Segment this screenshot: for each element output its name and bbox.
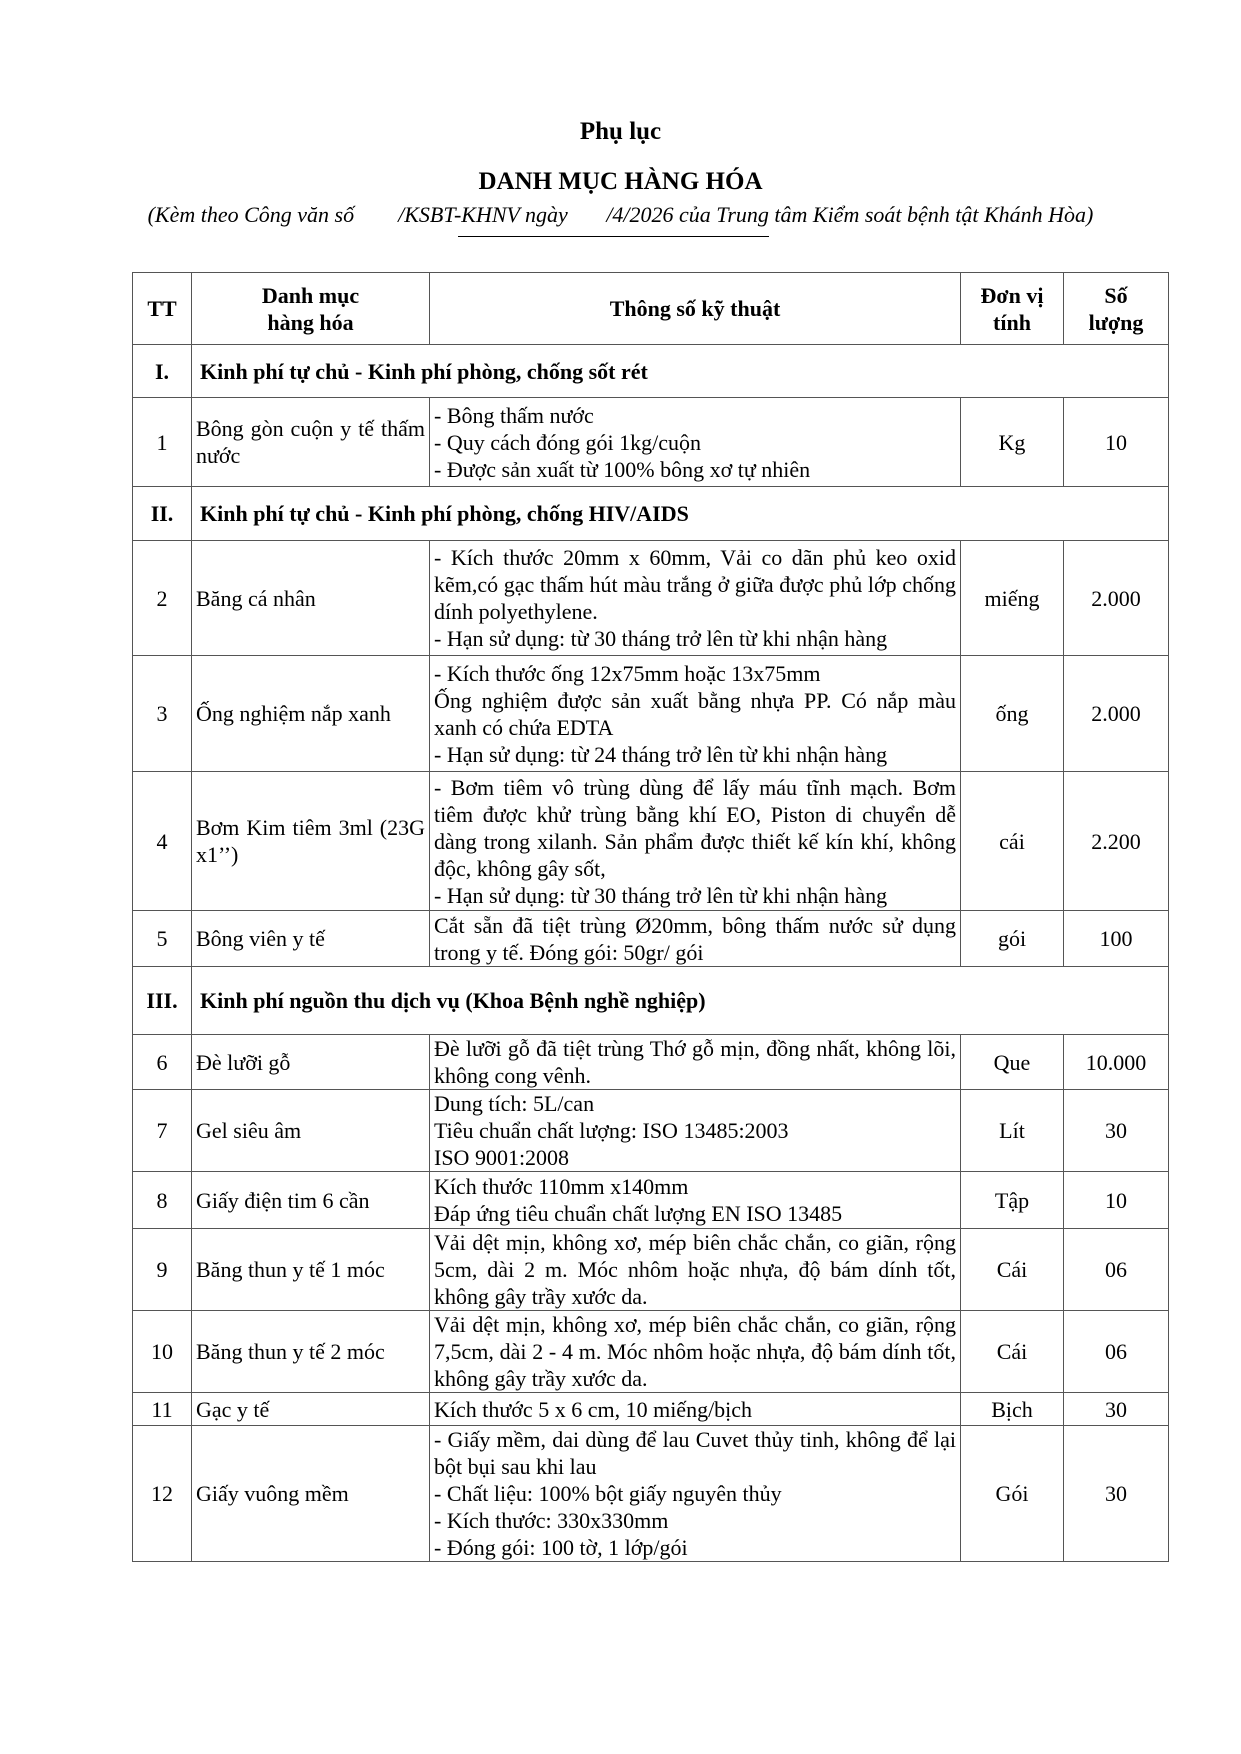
item-spec-cell [430, 772, 961, 911]
item-name: Bông viên y tế [196, 926, 325, 951]
item-name: Bơm Kim tiêm 3ml (23G x1’’) [196, 815, 425, 867]
item-name: Đè lưỡi gỗ [196, 1049, 291, 1075]
section-row [133, 967, 1169, 1035]
header-qty [1064, 273, 1169, 345]
item-unit: Bịch [961, 1393, 1064, 1426]
item-name-cell [192, 1090, 430, 1172]
item-spec-line: - Bơm tiêm vô trùng dùng để lấy máu tĩnh mạch. Bơm tiêm được khử trùng bằng khí EO, Piston di chuyển dễ dàng trong xilanh. Sản phẩm được thiết kế kín khí, không độc, không gây sốt, [434, 774, 956, 881]
item-unit: Lít [961, 1090, 1064, 1172]
header-name-line2: hàng hóa [267, 309, 354, 335]
item-unit: gói [961, 911, 1064, 967]
section-number: I. [133, 345, 192, 398]
item-spec-line: Đáp ứng tiêu chuẩn chất lượng EN ISO 13485 [434, 1201, 843, 1226]
item-spec-line: Ống nghiệm được sản xuất bằng nhựa PP. Có nắp màu xanh có chứa EDTA [434, 687, 956, 740]
item-spec-line: Kích thước 110mm x140mm [434, 1174, 689, 1199]
item-spec-line: - Bông thấm nước [434, 402, 594, 428]
item-name: Ống nghiệm nắp xanh [196, 701, 391, 726]
item-quantity: 30 [1064, 1393, 1169, 1426]
item-number: 5 [133, 911, 192, 967]
item-spec-line: Kích thước 5 x 6 cm, 10 miếng/bịch [434, 1396, 753, 1422]
item-number: 6 [133, 1035, 192, 1090]
item-name-cell [192, 911, 430, 967]
item-spec-line: - Được sản xuất từ 100% bông xơ tự nhiên [434, 456, 811, 482]
section-number: II. [133, 487, 192, 541]
section-title: Kinh phí tự chủ - Kinh phí phòng, chống HIV/AIDS [192, 487, 1169, 541]
header-tt: TT [133, 273, 192, 345]
item-spec-line: Đè lưỡi gỗ đã tiệt trùng Thớ gỗ mịn, đồng nhất, không lõi, không cong vênh. [434, 1036, 956, 1088]
item-unit: ống [961, 656, 1064, 772]
item-spec-cell [430, 398, 961, 487]
table-row [133, 1172, 1169, 1229]
item-unit: Tập [961, 1172, 1064, 1229]
item-number: 2 [133, 541, 192, 656]
item-name: Giấy điện tim 6 cần [196, 1187, 370, 1213]
item-spec-line: - Hạn sử dụng: từ 30 tháng trở lên từ khi nhận hàng [434, 882, 888, 908]
item-quantity: 10 [1064, 398, 1169, 487]
item-quantity: 30 [1064, 1426, 1169, 1562]
item-number: 7 [133, 1090, 192, 1172]
item-name-cell [192, 772, 430, 911]
item-name-cell [192, 1311, 430, 1393]
item-number: 9 [133, 1229, 192, 1311]
item-spec-line: - Đóng gói: 100 tờ, 1 lớp/gói [434, 1535, 688, 1560]
header-name-line1: Danh mục [261, 282, 360, 308]
item-spec-line: - Kích thước: 330x330mm [434, 1508, 669, 1533]
section-title: Kinh phí tự chủ - Kinh phí phòng, chống sốt rét [192, 345, 1169, 398]
document-title: DANH MỤC HÀNG HÓA [478, 168, 763, 195]
item-number: 1 [133, 398, 192, 487]
item-name-cell [192, 1035, 430, 1090]
header-spec: Thông số kỹ thuật [430, 273, 961, 345]
header-qty-line2: lượng [1088, 309, 1144, 335]
item-spec-line: - Kích thước ống 12x75mm hoặc 13x75mm [434, 660, 821, 686]
item-name: Băng thun y tế 2 móc [196, 1339, 385, 1364]
item-number: 3 [133, 656, 192, 772]
item-spec-line: Dung tích: 5L/can [434, 1091, 595, 1116]
item-quantity: 06 [1064, 1229, 1169, 1311]
item-quantity: 30 [1064, 1090, 1169, 1172]
item-unit: miếng [961, 541, 1064, 656]
item-spec-line: Vải dệt mịn, không xơ, mép biên chắc chắn, co giãn, rộng 5cm, dài 2 m. Móc nhôm hoặc nhựa, độ bám dính tốt, không gây trầy xước da. [434, 1230, 956, 1309]
item-spec-cell [430, 1035, 961, 1090]
item-quantity: 2.200 [1064, 772, 1169, 911]
item-spec-line: Vải dệt mịn, không xơ, mép biên chắc chắn, co giãn, rộng 7,5cm, dài 2 - 4 m. Móc nhôm hoặc nhựa, độ bám dính tốt, không gây trầy xước da. [434, 1312, 956, 1391]
table-row [133, 1035, 1169, 1090]
item-quantity: 10.000 [1064, 1035, 1169, 1090]
item-unit: Kg [961, 398, 1064, 487]
header-unit-line2: tính [993, 309, 1031, 335]
item-unit: Cái [961, 1229, 1064, 1311]
item-spec-line: - Kích thước 20mm x 60mm, Vải co dãn phủ keo oxid kẽm,có gạc thấm hút màu trắng ở giữa được phủ lớp chống dính polyethylene. [434, 545, 956, 624]
item-spec-line: - Chất liệu: 100% bột giấy nguyên thủy [434, 1481, 782, 1506]
item-name: Bông gòn cuộn y tế thấm nước [196, 416, 425, 468]
item-number: 10 [133, 1311, 192, 1393]
item-spec-line: - Hạn sử dụng: từ 30 tháng trở lên từ khi nhận hàng [434, 626, 888, 651]
item-unit: Que [961, 1035, 1064, 1090]
item-spec-cell [430, 541, 961, 656]
goods-table [132, 272, 1169, 1562]
subtitle-underline [458, 236, 769, 237]
item-spec-cell [430, 911, 961, 967]
item-quantity: 2.000 [1064, 656, 1169, 772]
item-name-cell [192, 1393, 430, 1426]
table-row [133, 1393, 1169, 1426]
item-name-cell [192, 1229, 430, 1311]
table-row [133, 656, 1169, 772]
table-row [133, 911, 1169, 967]
item-spec-cell [430, 1172, 961, 1229]
item-name: Giấy vuông mềm [196, 1481, 349, 1506]
item-name: Băng thun y tế 1 móc [196, 1257, 385, 1282]
section-number: III. [133, 967, 192, 1035]
table-row [133, 1426, 1169, 1562]
item-number: 12 [133, 1426, 192, 1562]
item-name-cell [192, 541, 430, 656]
header-unit [961, 273, 1064, 345]
item-spec-line: - Quy cách đóng gói 1kg/cuộn [434, 429, 701, 455]
item-spec-line: - Hạn sử dụng: từ 24 tháng trở lên từ khi nhận hàng [434, 741, 888, 767]
item-name: Băng cá nhân [196, 585, 316, 611]
item-name-cell [192, 656, 430, 772]
item-spec-cell [430, 1229, 961, 1311]
item-unit: cái [961, 772, 1064, 911]
item-name-cell [192, 1426, 430, 1562]
item-quantity: 06 [1064, 1311, 1169, 1393]
header-qty-line1: Số [1104, 282, 1128, 308]
item-spec-cell [430, 1311, 961, 1393]
item-spec-line: Cắt sẵn đã tiệt trùng Ø20mm, bông thấm nước sử dụng trong y tế. Đóng gói: 50gr/ gói [434, 912, 956, 965]
item-name: Gel siêu âm [196, 1118, 302, 1143]
section-row [133, 487, 1169, 541]
item-number: 11 [133, 1393, 192, 1426]
item-quantity: 10 [1064, 1172, 1169, 1229]
item-unit: Gói [961, 1426, 1064, 1562]
item-spec-line: - Giấy mềm, dai dùng để lau Cuvet thủy tinh, không để lại bột bụi sau khi lau [434, 1427, 956, 1479]
document-subtitle: (Kèm theo Công văn số /KSBT-KHNV ngày /4/2026 của Trung tâm Kiểm soát bệnh tật Khánh Hòa) [147, 202, 1094, 227]
table-row [133, 398, 1169, 487]
item-spec-cell [430, 1090, 961, 1172]
item-spec-cell [430, 656, 961, 772]
item-number: 4 [133, 772, 192, 911]
table-row [133, 1229, 1169, 1311]
table-row [133, 772, 1169, 911]
item-name: Gạc y tế [196, 1396, 270, 1422]
item-name-cell [192, 1172, 430, 1229]
table-row [133, 1090, 1169, 1172]
table-row [133, 541, 1169, 656]
table-body [133, 345, 1169, 1562]
item-spec-line: ISO 9001:2008 [434, 1145, 570, 1170]
item-quantity: 100 [1064, 911, 1169, 967]
item-spec-line: Tiêu chuẩn chất lượng: ISO 13485:2003 [434, 1118, 789, 1143]
appendix-label: Phụ lục [579, 118, 662, 145]
item-name-cell [192, 398, 430, 487]
item-number: 8 [133, 1172, 192, 1229]
header-name [192, 273, 430, 345]
item-unit: Cái [961, 1311, 1064, 1393]
item-quantity: 2.000 [1064, 541, 1169, 656]
item-spec-cell [430, 1426, 961, 1562]
table-header-row [133, 273, 1169, 345]
item-spec-cell [430, 1393, 961, 1426]
section-row [133, 345, 1169, 398]
header-unit-line1: Đơn vị [980, 282, 1044, 308]
section-title: Kinh phí nguồn thu dịch vụ (Khoa Bệnh nghề nghiệp) [192, 967, 1169, 1035]
table-row [133, 1311, 1169, 1393]
